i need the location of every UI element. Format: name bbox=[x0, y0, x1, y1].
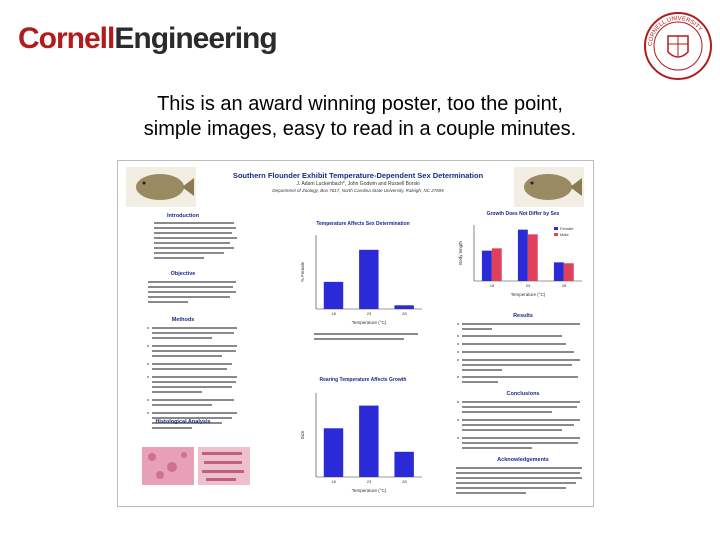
bar-male-18 bbox=[492, 248, 502, 281]
bar-18 bbox=[324, 428, 343, 477]
legend-label-female: Female bbox=[560, 226, 574, 231]
bar-female-18 bbox=[482, 251, 492, 281]
poster-authors: J. Adam Luckenbach*, John Godwin and Russell Borski bbox=[296, 181, 420, 187]
bar-female-28 bbox=[554, 262, 564, 281]
sex-growth-chart-title: Growth Does Not Differ by Sex bbox=[486, 211, 560, 217]
x-tick-label: 28 bbox=[402, 311, 407, 316]
bar-18 bbox=[324, 282, 343, 309]
seal-text: CORNELL UNIVERSITY bbox=[647, 15, 703, 47]
cornell-seal-icon bbox=[642, 10, 714, 82]
introduction-text-block bbox=[154, 222, 238, 260]
sex-chart-title: Temperature Affects Sex Determination bbox=[316, 221, 410, 227]
x-tick-label: 23 bbox=[366, 479, 372, 484]
y-axis-label: Body length bbox=[458, 241, 463, 265]
x-tick-label: 18 bbox=[489, 283, 495, 288]
bar-28 bbox=[394, 452, 413, 477]
conclusions-bullet-lines bbox=[456, 401, 586, 461]
sex-chart-notes bbox=[314, 333, 424, 345]
x-axis-label: Temperature (°C) bbox=[351, 320, 387, 325]
y-axis-label: Size bbox=[300, 430, 305, 440]
section-objective: Objective bbox=[170, 271, 196, 277]
legend-swatch-male bbox=[554, 233, 558, 236]
section-introduction: Introduction bbox=[166, 213, 200, 219]
x-tick-label: 23 bbox=[525, 283, 531, 288]
x-axis-label: Temperature (°C) bbox=[351, 488, 387, 493]
rearing-growth-chart bbox=[298, 387, 428, 497]
x-tick-label: 23 bbox=[366, 311, 372, 316]
bar-male-28 bbox=[564, 263, 574, 281]
growth-by-sex-chart bbox=[456, 219, 588, 301]
x-tick-label: 28 bbox=[561, 283, 567, 288]
research-poster bbox=[117, 160, 594, 507]
objective-text-lines bbox=[148, 281, 238, 306]
flounder-right-icon bbox=[514, 167, 584, 207]
bar-23 bbox=[359, 406, 378, 477]
flounder-left-icon bbox=[126, 167, 196, 207]
section-results: Results bbox=[513, 313, 533, 319]
x-tick-label: 18 bbox=[331, 311, 336, 316]
x-tick-label: 18 bbox=[331, 479, 336, 484]
caption-line-1: This is an award winning poster, too the point, bbox=[157, 93, 563, 115]
legend-swatch-female bbox=[554, 227, 558, 230]
x-tick-label: 28 bbox=[402, 479, 407, 484]
x-axis-label: Temperature (°C) bbox=[510, 292, 546, 297]
bar-male-23 bbox=[528, 234, 538, 281]
histology-images bbox=[142, 447, 252, 487]
legend-label-male: Male bbox=[560, 232, 569, 237]
poster-title: Southern Flounder Exhibit Temperature-Dependent Sex Determination bbox=[232, 171, 484, 180]
caption-line-2: simple images, easy to read in a couple minutes. bbox=[143, 118, 577, 140]
section-conclusions: Conclusions bbox=[506, 391, 540, 397]
results-bullet-lines bbox=[456, 323, 586, 387]
bar-28 bbox=[394, 305, 413, 309]
intro-text-lines bbox=[154, 222, 238, 260]
growth-chart-title: Rearing Temperature Affects Growth bbox=[319, 377, 407, 383]
bar-23 bbox=[359, 250, 378, 309]
acknowledgements-lines bbox=[456, 467, 586, 501]
y-axis-label: % Female bbox=[300, 261, 305, 283]
section-histological-analysis: Histological Analysis bbox=[155, 419, 211, 425]
sex-determination-chart bbox=[298, 229, 428, 329]
cornell-engineering-logo bbox=[18, 22, 277, 56]
section-methods: Methods bbox=[171, 317, 195, 323]
slide-caption bbox=[90, 92, 630, 142]
poster-affiliation: Department of Zoology, Box 7617, North Carolina State University, Raleigh, NC 27695 bbox=[272, 188, 444, 193]
section-acknowledgements: Acknowledgements bbox=[497, 457, 549, 463]
bar-female-23 bbox=[518, 230, 528, 281]
logo-word-cornell: Cornell bbox=[18, 22, 115, 55]
logo-word-engineering: Engineering bbox=[114, 22, 277, 55]
